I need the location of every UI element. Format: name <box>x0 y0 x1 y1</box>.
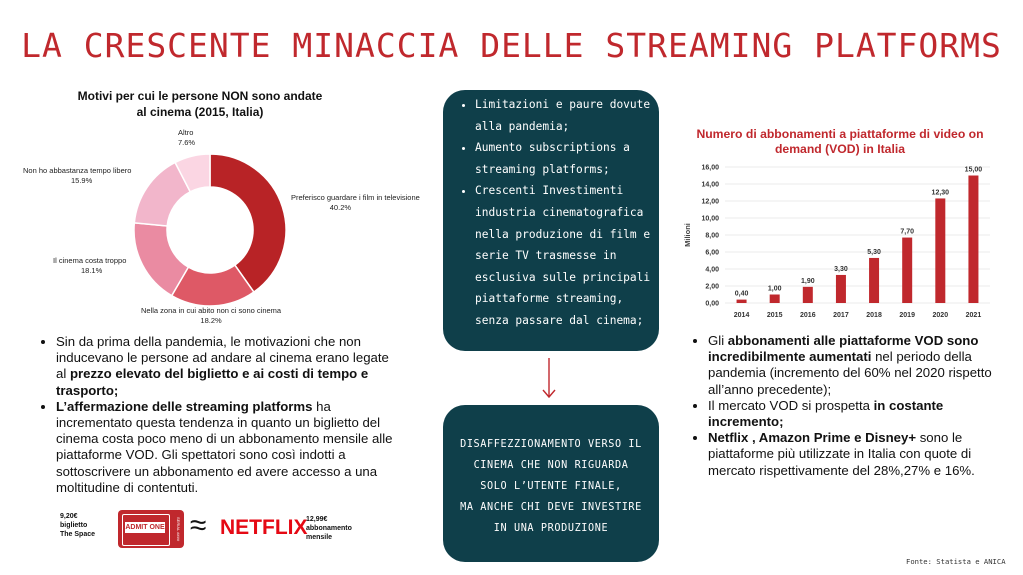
bar-value-label: 5,30 <box>867 248 881 256</box>
y-tick-label: 16,00 <box>701 164 719 172</box>
bar-value-label: 1,90 <box>801 277 815 285</box>
right-bullet-2: • Il mercato VOD si prospetta in costante incremento; <box>708 398 995 430</box>
conclusion-panel <box>443 405 659 562</box>
cause-item: • Aumento subscriptions a streaming platforms; <box>475 137 659 180</box>
bar-value-label: 15,00 <box>964 166 983 174</box>
right-bullet-1: • Gli abbonamenti alle piattaforme VOD sono incredibilmente aumentati nel periodo della pandemia (incremento del 60% nel 2020 rispetto all’anno precedente); <box>708 333 995 398</box>
causes-panel <box>443 90 659 351</box>
bar-2021 <box>968 176 978 304</box>
donut-chart <box>120 140 300 320</box>
right-bullet-list <box>690 333 995 479</box>
bar-2019 <box>902 238 912 303</box>
y-tick-label: 12,00 <box>701 198 719 206</box>
y-tick-label: 10,00 <box>701 215 719 223</box>
page-title: LA CRESCENTE MINACCIA DELLE STREAMING PLATFORMS <box>21 26 1002 65</box>
x-tick-label: 2020 <box>932 312 949 319</box>
left-bullet-list <box>38 334 398 496</box>
y-tick-label: 14,00 <box>701 181 719 189</box>
x-tick-label: 2017 <box>833 312 849 319</box>
bar-2018 <box>869 258 879 303</box>
donut-label-tempo: Non ho abbastanza tempo libero 15.9% <box>23 166 132 185</box>
bar-2017 <box>836 275 846 303</box>
subscription-price-label: 12,99€ abbonamento mensile <box>306 516 352 541</box>
ticket-icon: ADMIT ONE SERIAL #### <box>118 510 184 548</box>
bar-chart <box>680 155 995 325</box>
bar-value-label: 0,40 <box>734 290 749 298</box>
donut-label-costa: Il cinema costa troppo 18.1% <box>53 256 127 275</box>
cause-item: • Limitazioni e paure dovute alla pandemia; <box>475 94 659 137</box>
y-tick-label: 6,00 <box>705 249 719 257</box>
left-bullet-2: • L’affermazione delle streaming platforms ha incrementato questa tendenza in quanto un biglietto del cinema costa poco meno di un abbonamento mensile alle piattaforme VOD. Gli spettatori sono così indotti a sottoscrivere un abbonamento ed avere accesso a una moltitudine di contentuti. <box>56 399 398 496</box>
conclusion-text: DISAFFEZZIONAMENTO VERSO IL CINEMA CHE NON RIGUARDA SOLO L’UTENTE FINALE, MA ANCHE CHI DEVE INVESTIRE IN UNA PRODUZIONE <box>460 439 642 534</box>
down-arrow-icon <box>540 356 558 400</box>
right-bullet-3: • Netflix , Amazon Prime e Disney+ sono le piattaforme più utilizzate in Italia con quote di mercato rispettivamente del 28%,27% e 16%. <box>708 430 995 479</box>
bar-2016 <box>803 287 813 303</box>
netflix-logo: NETFLIX <box>220 516 308 539</box>
approx-symbol: ≈ <box>190 509 207 542</box>
y-tick-label: 4,00 <box>705 266 719 274</box>
bar-2015 <box>770 295 780 304</box>
x-tick-label: 2021 <box>965 312 982 319</box>
bar-value-label: 12,30 <box>931 189 950 197</box>
y-tick-label: 2,00 <box>705 283 719 291</box>
x-tick-label: 2014 <box>733 312 750 319</box>
x-tick-label: 2016 <box>800 312 816 319</box>
bar-2020 <box>935 198 945 303</box>
ticket-price-label: 9,20€ biglietto The Space <box>60 513 96 538</box>
donut-chart-title <box>60 88 340 120</box>
left-bullet-1: • Sin da prima della pandemia, le motivazioni che non inducevano le persone ad andare al cinema erano legate al prezzo elevato del biglietto e ai costi di tempo e trasporto; <box>56 334 398 399</box>
donut-title-line1: Motivi per cui le persone NON sono andate <box>77 89 323 103</box>
bar-value-label: 7,70 <box>900 228 914 236</box>
x-tick-label: 2019 <box>899 312 915 319</box>
y-tick-label: 8,00 <box>705 232 719 240</box>
bar-value-label: 3,30 <box>834 265 848 273</box>
cause-item: • Crescenti Investimenti industria cinematografica nella produzione di film e serie TV trasmesse in esclusiva sulle principali piattaforme streaming, senza passare dal cinema; <box>475 180 659 331</box>
bar-chart-title: Numero di abbonamenti a piattaforme di video on demand (VOD) in Italia <box>696 127 984 156</box>
x-tick-label: 2018 <box>866 312 882 319</box>
y-tick-label: 0,00 <box>705 300 719 308</box>
donut-label-altro: Altro 7.6% <box>178 128 196 147</box>
donut-label-zona: Nella zona in cui abito non ci sono cinema 18.2% <box>141 306 282 325</box>
bar-value-label: 1,00 <box>767 285 782 293</box>
source-note: Fonte: Statista e ANICA <box>906 557 1006 566</box>
x-tick-label: 2015 <box>766 312 783 319</box>
donut-title-line2: al cinema (2015, Italia) <box>136 105 264 119</box>
y-axis-label: Milioni <box>683 223 692 247</box>
donut-label-tv: Preferisco guardare i film in televisione 40.2% <box>291 193 420 212</box>
bar-2014 <box>737 300 747 303</box>
